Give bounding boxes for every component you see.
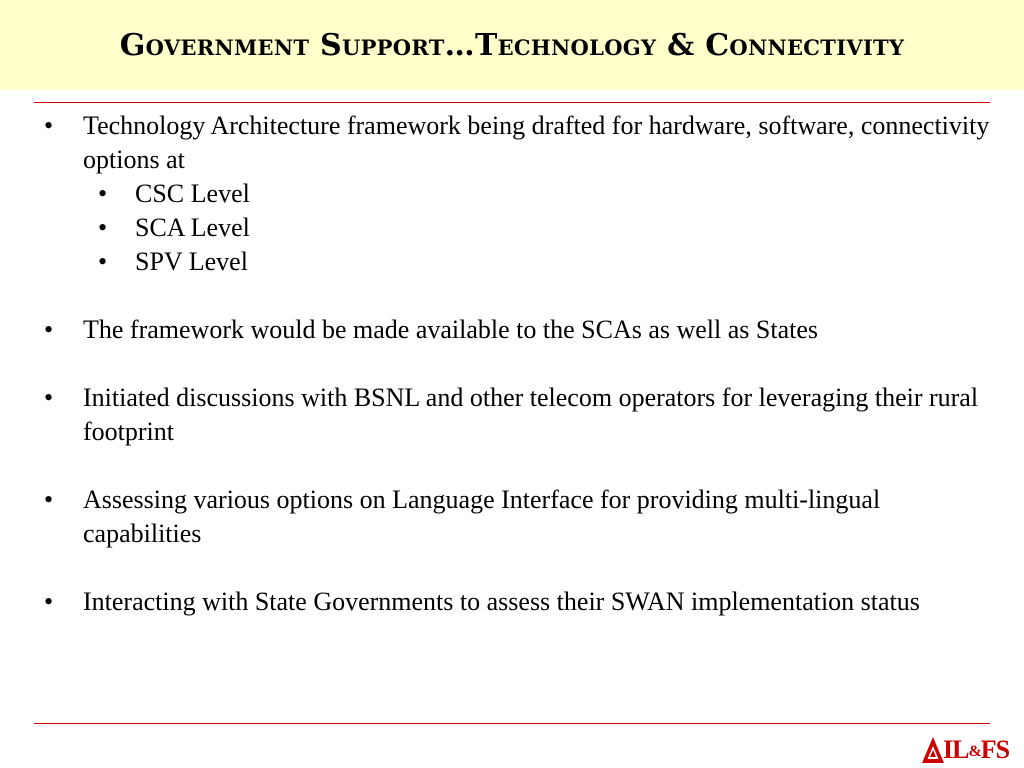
bullet-dot: • [98,213,108,242]
bullet-text: Interacting with State Governments to assess their SWAN implementation status [83,587,920,616]
triangle-logo-icon [921,735,945,765]
bullet-item [44,313,994,347]
logo-text-il: IL [943,735,969,764]
bullet-item [44,483,994,551]
bottom-divider [34,723,990,724]
bullet-text: The framework would be made available to the SCAs as well as States [83,315,819,344]
bullet-dot: • [44,315,54,344]
spacer [44,551,994,585]
bullet-dot: • [44,383,54,412]
bullet-dot: • [98,247,108,276]
bullet-item [44,585,994,619]
sub-bullet-item [44,177,994,211]
logo-text-amp: & [968,743,981,760]
bullet-dot: • [44,111,54,140]
bullet-dot: • [44,485,54,514]
bullet-dot: • [98,179,108,208]
spacer [44,347,994,381]
bullet-list [44,109,994,619]
sub-bullet-item [44,211,994,245]
logo-wordmark [943,733,1009,768]
sub-bullet-item [44,245,994,279]
top-divider [34,102,990,103]
title-band [0,0,1024,90]
slide-title: Government Support…Technology & Connectivity [119,28,905,63]
sub-bullet-text: SCA Level [135,213,250,242]
bullet-item [44,109,994,177]
bullet-text: Technology Architecture framework being drafted for hardware, software, connectivity options at [83,111,990,174]
bullet-item [44,381,994,449]
sub-bullet-text: SPV Level [135,247,248,276]
ilfs-logo [921,733,1011,767]
logo-text-fs: FS [980,735,1010,764]
spacer [44,449,994,483]
bullet-dot: • [44,587,54,616]
sub-bullet-text: CSC Level [135,179,250,208]
bullet-text: Assessing various options on Language Interface for providing multi-lingual capabilities [83,485,881,548]
bullet-text: Initiated discussions with BSNL and other telecom operators for leveraging their rural footprint [83,383,979,446]
spacer [44,279,994,313]
